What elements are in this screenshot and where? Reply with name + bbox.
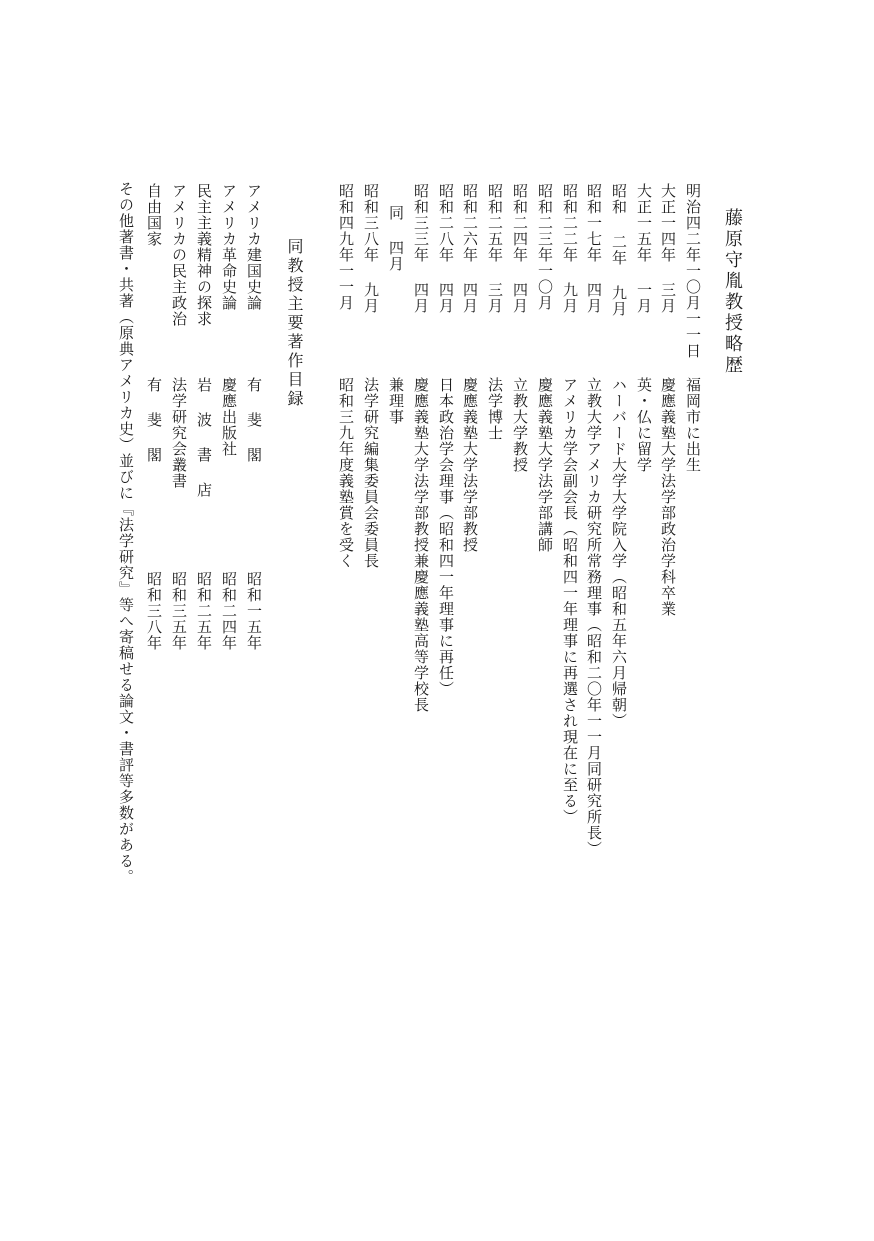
- biography-text: ハーバード大学大学院入学（昭和五年六月帰朝）: [610, 377, 628, 729]
- publication-title: 自由国家: [145, 183, 163, 247]
- biography-text: 英・仏に留学: [635, 377, 653, 473]
- biography-row: [386, 183, 408, 963]
- publication-year: 昭和二五年: [195, 571, 213, 651]
- biography-date: 昭和二五年 三月: [486, 183, 504, 314]
- publication-year: 昭和三八年: [145, 571, 163, 651]
- page-title: 藤原守胤教授略歴: [722, 208, 743, 376]
- publication-title: 民主主義精神の探求: [195, 183, 213, 327]
- biography-date: 昭和 二年 九月: [610, 183, 628, 317]
- biography-date: 大正一五年 一月: [635, 183, 653, 314]
- publication-publisher: 有 斐 閣: [245, 377, 263, 463]
- biography-row: [361, 183, 383, 963]
- biography-row: [436, 183, 458, 963]
- biography-date: 昭和三八年 九月: [362, 183, 380, 314]
- biography-text: 昭和三九年度義塾賞を受く: [337, 377, 355, 569]
- publication-title: アメリカ建国史論: [245, 183, 263, 311]
- publication-row: [244, 183, 266, 963]
- biography-text: 法学博士: [486, 377, 504, 441]
- biography-row: [609, 183, 631, 963]
- biography-row: [535, 183, 557, 963]
- biography-date: 同 四月: [387, 205, 405, 272]
- biography-text: 日本政治学会理事（昭和四一年理事に再任）: [437, 377, 455, 697]
- publication-row: [144, 183, 166, 963]
- publication-row: [194, 183, 216, 963]
- biography-text: 福岡市に出生: [684, 377, 702, 473]
- biography-row: [411, 183, 433, 963]
- biography-date: 昭和一七年 四月: [585, 183, 603, 314]
- publication-title: アメリカの民主政治: [170, 183, 188, 327]
- biography-row: [683, 183, 705, 963]
- biography-date: 昭和四九年一一月: [337, 183, 355, 311]
- biography-date: 大正一四年 三月: [659, 183, 677, 314]
- biography-text: 慶應義塾大学法学部教授兼慶應義塾高等学校長: [412, 377, 430, 713]
- biography-date: 昭和二六年 四月: [461, 183, 479, 314]
- biography-date: 昭和二二年 九月: [561, 183, 579, 314]
- biography-row: [336, 183, 358, 963]
- biography-row: [584, 183, 606, 963]
- biography-text: 立教大学アメリカ研究所常務理事（昭和二〇年一一月同研究所長）: [585, 377, 603, 857]
- biography-row: [510, 183, 532, 963]
- bibliography-heading: 同教授主要著作目録: [285, 238, 304, 409]
- publication-year: 昭和一五年: [245, 571, 263, 651]
- publication-publisher: 岩 波 書 店: [195, 377, 213, 498]
- publication-publisher: 慶應出版社: [220, 377, 238, 457]
- publication-publisher: 法学研究会叢書: [170, 377, 188, 489]
- biography-date: 昭和三三年 四月: [412, 183, 430, 314]
- publication-row: [169, 183, 191, 963]
- biography-row: [460, 183, 482, 963]
- publication-row: [219, 183, 241, 963]
- biography-text: 慶應義塾大学法学部講師: [536, 377, 554, 553]
- biography-row: [560, 183, 582, 963]
- biography-text: 慶應義塾大学法学部政治学科卒業: [659, 377, 677, 617]
- biography-text: アメリカ学会副会長（昭和四一年理事に再選され現在に至る）: [561, 377, 579, 825]
- publication-title: アメリカ革命史論: [220, 183, 238, 311]
- biography-date: 明治四二年一〇月一一日: [684, 183, 702, 359]
- biography-date: 昭和二四年 四月: [511, 183, 529, 314]
- biography-text: 立教大学教授: [511, 377, 529, 473]
- biography-row: [658, 183, 680, 963]
- publication-year: 昭和二四年: [220, 571, 238, 651]
- publication-publisher: 有 斐 閣: [145, 377, 163, 463]
- biography-text: 法学研究編集委員会委員長: [362, 377, 380, 569]
- biography-text: 慶應義塾大学法学部教授: [461, 377, 479, 553]
- biography-row: [634, 183, 656, 963]
- biography-date: 昭和二三年一〇月: [536, 183, 554, 311]
- bibliography-heading-column: [284, 238, 306, 1018]
- biography-row: [485, 183, 507, 963]
- biography-text: 兼理事: [387, 377, 405, 425]
- biography-date: 昭和二八年 四月: [437, 183, 455, 314]
- other-works-note: その他著書・共著（原典アメリカ史）並びに『法学研究』等へ寄稿せる論文・書評等多数がある。: [117, 181, 135, 885]
- publication-year: 昭和三五年: [170, 571, 188, 651]
